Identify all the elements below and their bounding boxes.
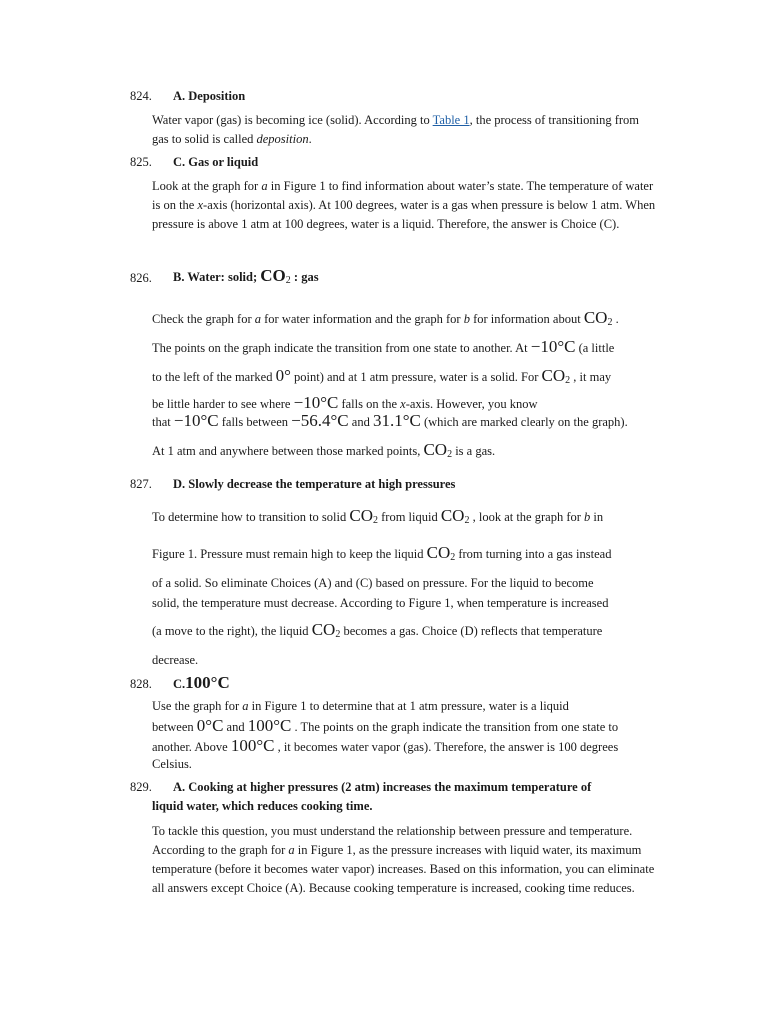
explanation: Look at the graph for a in Figure 1 to find information about water’s state. The temperature of water is on the x-axis (horizontal axis). At 100 degrees, water is a gas when pressure is below 1 atm. When pressure is above 1 atm at 100 degrees, water is a liquid. Therefore, the answer is Choice (C). bbox=[152, 179, 656, 231]
explanation-line: Use the graph for a in Figure 1 to determine that at 1 atm pressure, water is a liquid bbox=[152, 699, 569, 713]
explanation-line: that −10°C falls between −56.4°C and 31.1°C (which are marked clearly on the graph). bbox=[152, 411, 628, 430]
answer-heading: A. Cooking at higher pressures (2 atm) increases the maximum temperature of bbox=[173, 780, 592, 794]
explanation-line: another. Above 100°C , it becomes water vapor (gas). Therefore, the answer is 100 degrees bbox=[152, 736, 619, 755]
explanation-line: to the left of the marked 0° point) and at 1 atm pressure, water is a solid. For $CO_2$ , it may bbox=[152, 366, 612, 386]
table-1-link[interactable]: Table 1 bbox=[432, 113, 470, 127]
question-number: 824. bbox=[130, 89, 152, 103]
question-number: 828. bbox=[130, 677, 152, 691]
explanation-line: At 1 atm and anywhere between those marked points, $CO_2$ is a gas. bbox=[152, 440, 496, 460]
answer-heading: A. Deposition bbox=[173, 89, 246, 103]
explanation-line: Figure 1. Pressure must remain high to keep the liquid $CO_2$ from turning into a gas instead bbox=[152, 543, 612, 563]
explanation-line: be little harder to see where −10°C falls on the x-axis. However, you know bbox=[152, 393, 538, 412]
explanation-line: solid, the temperature must decrease. According to Figure 1, when temperature is increased bbox=[152, 596, 609, 610]
question-number: 826. bbox=[130, 271, 152, 285]
explanation-line: Check the graph for a for water information and the graph for b for information about $CO_2$ . bbox=[152, 308, 619, 328]
question-number: 827. bbox=[130, 477, 152, 491]
explanation-line: (a move to the right), the liquid $CO_2$ becomes a gas. Choice (D) reflects that temperature bbox=[152, 620, 603, 640]
explanation-line: Celsius. bbox=[152, 757, 192, 771]
explanation-line: between 0°C and 100°C . The points on the graph indicate the transition from one state to bbox=[152, 716, 619, 735]
explanation-line: To determine how to transition to solid $CO_2$ from liquid $CO_2$ , look at the graph for b in bbox=[152, 506, 604, 526]
question-number: 825. bbox=[130, 155, 152, 169]
explanation-line: decrease. bbox=[152, 653, 199, 667]
answer-heading-cont: liquid water, which reduces cooking time. bbox=[152, 799, 373, 813]
answer-heading: C.100°C bbox=[173, 673, 230, 692]
explanation-line: of a solid. So eliminate Choices (A) and (C) based on pressure. For the liquid to become bbox=[152, 576, 594, 590]
explanation: To tackle this question, you must understand the relationship between pressure and temperature. According to the graph for a in Figure 1, as the pressure increases with liquid water, its maximum temperature (before it becomes water vapor) increases. Based on this information, you can eliminate all answers except Choice (A). Because cooking temperature is increased, cooking time reduces. bbox=[152, 824, 655, 895]
answer-heading: B. Water: solid; $CO_2$ : gas bbox=[173, 266, 319, 286]
answer-heading: C. Gas or liquid bbox=[173, 155, 259, 169]
question-number: 829. bbox=[130, 780, 152, 794]
explanation-line: The points on the graph indicate the transition from one state to another. At −10°C (a little bbox=[152, 337, 615, 356]
explanation: Water vapor (gas) is becoming ice (solid). According to Table 1, the process of transitioning from gas to solid is called deposition. bbox=[152, 113, 640, 146]
answer-heading: D. Slowly decrease the temperature at high pressures bbox=[173, 477, 456, 491]
